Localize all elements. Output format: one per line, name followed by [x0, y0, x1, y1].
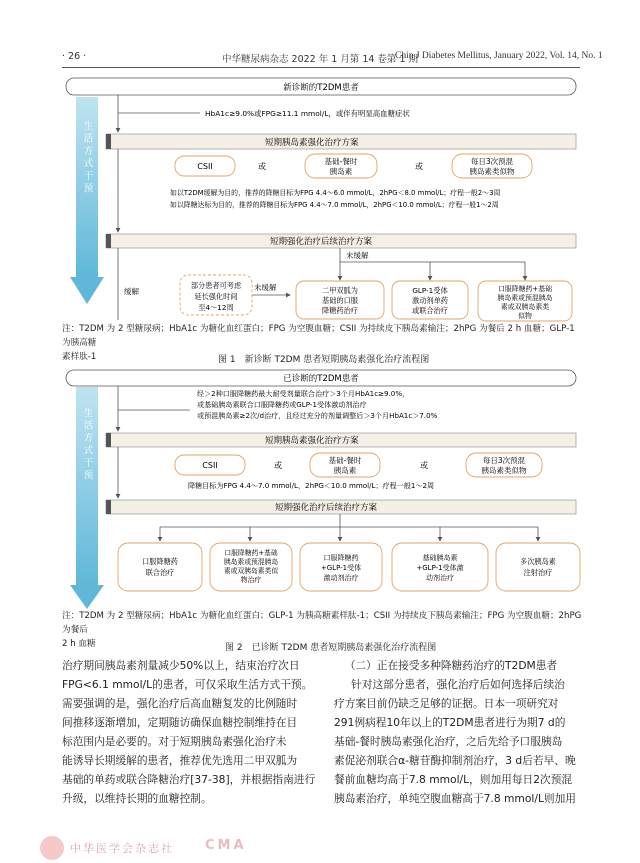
section-heading: （二）正在接受多种降糖药治疗的T2DM患者	[344, 659, 558, 672]
fig1-outcome-extend-l3: 至4～12周	[198, 303, 234, 312]
fig1-option-premix-l1: 每日3次预混	[470, 157, 514, 166]
fig2-outcome-oral-insulin-l4: 物治疗	[240, 576, 262, 584]
fig2-outcome-oral-insulin-l2: 胰岛素或预混胰岛	[223, 558, 279, 566]
fig1-section-title: 短期胰岛素强化治疗方案	[265, 138, 359, 148]
body-left-line: 需要强调的是，强化治疗后高血糖复发的比例随时	[62, 697, 298, 710]
fig2-outcome-oral-insulin-l1: 口服降糖药+基础	[224, 549, 278, 557]
fig2-or-2: 或	[420, 461, 428, 470]
fig1-outcome-metformin-l1: 二甲双胍为	[322, 286, 358, 295]
body-right-line: 胰岛素治疗，单纯空腹血糖高于7.8 mmol/L则加用	[334, 792, 576, 805]
lifestyle-sidebar-label: 生活方式干预	[81, 120, 93, 196]
journal-title-cn: 中华糖尿病杂志 2022 年 1 月第 14 卷第 1 期	[222, 54, 419, 65]
fig2-outcome-oral-glp1-l3: 激动剂治疗	[323, 574, 359, 582]
page-number: · 26 ·	[62, 51, 87, 62]
fig2-followup-marker	[106, 500, 111, 514]
fig2-outcome-oral-l1: 口服降糖药	[142, 557, 178, 566]
fig2-note-line-1: 注：T2DM 为 2 型糖尿病；HbA1c 为糖化血红蛋白；GLP-1 为胰高糖素样肽-1；CSII 为持续皮下胰岛素输注；FPG 为空腹血糖；2hPG 为餐后	[62, 611, 582, 635]
fig1-outcome-extend-l2: 延长强化时间	[194, 292, 238, 301]
fig1-remission-label: 缓解	[124, 287, 139, 296]
fig2-criteria-line-1: 经＞2种口服降糖药最大耐受剂量联合治疗＞3个月HbA1c≥9.0%，	[197, 389, 410, 398]
fig1-followup-title: 短期强化治疗后续治疗方案	[270, 237, 373, 247]
fig2-outcome-basal-glp1-l2: +GLP-1受体激	[416, 564, 464, 572]
body-right-line: 针对这部分患者，强化治疗后如何选择后续治	[351, 678, 565, 691]
fig1-top-box-label: 新诊断的T2DM患者	[283, 83, 359, 93]
fig1-outcome-oral-insulin-l2: 胰岛素或预混胰岛	[497, 294, 553, 302]
fig2-option-premix-l1: 每日3次预混	[482, 456, 526, 465]
fig1-section-marker	[106, 134, 111, 149]
body-right-line: 291例病程10年以上的T2DM患者进行为期7 d的	[334, 716, 566, 729]
body-right-line: 素促泌剂联合α-糖苷酶抑制剂治疗，3 d后若早、晚	[334, 754, 576, 767]
fig2-outcome-mdi	[496, 543, 580, 591]
fig1-option-basal-bolus-l2: 胰岛素	[329, 167, 353, 176]
fig2-outcome-oral-insulin-l3: 素或双胰岛素类似	[223, 567, 279, 575]
fig1-outcome-glp1-l2: 激动剂单药	[412, 296, 448, 305]
fig1-outcome-oral-insulin-l3: 素或双胰岛素类	[500, 303, 550, 311]
fig1-option-basal-bolus-l1: 基础-餐时	[324, 157, 358, 166]
fig2-criteria-line-3: 或预混胰岛素≥2次/d治疗，且经过充分的剂量调整后＞3个月HbA1c＞7.0%	[197, 411, 438, 420]
body-right-line: 餐前血糖均高于7.8 mmol/L，则加用每日2次预混	[334, 773, 573, 786]
body-left-line: 间推移逐渐增加，定期随访确保血糖控制维持在目	[62, 716, 298, 729]
fig1-note-line-1: 注：T2DM 为 2 型糖尿病；HbA1c 为糖化血红蛋白；FPG 为空腹血糖；CSII 为持续皮下胰岛素输注；2hPG 为餐后 2 h 血糖；GLP-1 为胰高糖	[62, 324, 575, 348]
fig1-outcome-glp1-l1: GLP-1受体	[412, 286, 448, 295]
fig2-section-title: 短期胰岛素强化治疗方案	[265, 436, 359, 446]
fig2-target-line: 降糖目标为FPG 4.4～7.0 mmol/L，2hPG＜10.0 mmol/L；疗程一般1～2周	[188, 481, 435, 490]
body-left-column	[62, 656, 322, 808]
fig2-caption: 图 2 已诊断 T2DM 患者短期胰岛素强化治疗流程图	[225, 643, 437, 653]
fig2-outcome-oral-glp1-l2: +GLP-1受体	[320, 564, 362, 572]
fig1-outcome-metformin-l3: 降糖药治疗	[322, 306, 358, 315]
fig1-option-csii-label: CSII	[197, 162, 213, 171]
body-left-line: 标范围内是必要的。对于短期胰岛素强化治疗未	[62, 735, 287, 748]
fig2-option-csii-label: CSII	[202, 461, 218, 470]
fig1-outcome-oral-insulin-l1: 口服降糖药+基础	[497, 285, 553, 293]
fig1-followup-marker	[106, 234, 111, 248]
lifestyle-sidebar-arrowhead-2	[70, 585, 104, 609]
body-left-line: 基础的单药或联合降糖治疗[37-38]，并根据指南进行	[62, 773, 316, 786]
fig2-top-box-label: 已诊断的T2DM患者	[283, 374, 359, 384]
fig1-option-premix-l2: 胰岛素类似物	[469, 167, 515, 176]
fig1-or-2: 或	[415, 162, 423, 171]
fig2-outcome-oral-l2: 联合治疗	[145, 568, 175, 577]
fig2-option-premix-l2: 胰岛素类似物	[481, 466, 527, 475]
fig2-outcome-basal-glp1-l3: 动剂治疗	[426, 574, 454, 582]
body-left-line: 治疗期间胰岛素剂量减少50%以上，结束治疗次日	[62, 659, 300, 672]
fig2-outcome-basal-glp1-l1: 基础胰岛素	[422, 554, 458, 562]
fig2-option-basal-bolus-l2: 胰岛素	[333, 466, 357, 475]
fig2-note-line-2: 2 h 血糖	[62, 639, 96, 649]
figure-1-flowchart	[0, 0, 640, 330]
fig2-criteria-line-2: 或基础胰岛素联合口服降糖药或GLP-1受体激动剂治疗	[197, 400, 367, 409]
fig1-or-1: 或	[258, 162, 266, 171]
fig2-outcome-oral	[118, 543, 202, 591]
footer-publisher: 中华医学会杂志社	[70, 842, 174, 855]
fig1-target-line-1: 如以T2DM缓解为目的，推荐的降糖目标为FPG 4.4～6.0 mmol/L，2hPG＜8.0 mmol/L；疗程一般2～3周	[170, 189, 501, 197]
body-left-line: 能诱导长期缓解的患者，推荐优先选用二甲双胍为	[62, 754, 298, 767]
journal-title-en: Chin J Diabetes Mellitus, January 2022, Vol. 14, No. 1	[395, 51, 603, 61]
fig1-not-remission-label: 未缓解	[346, 251, 369, 260]
footer-mark: CMA	[205, 838, 247, 853]
fig1-outcome-oral-insulin-l4: 似物	[518, 312, 532, 320]
fig2-section-marker	[106, 433, 111, 447]
figure-2-flowchart	[0, 365, 640, 620]
fig2-option-basal-bolus-l1: 基础-餐时	[328, 456, 362, 465]
fig1-outcome-metformin-l2: 基础的口服	[322, 296, 358, 305]
fig2-outcome-mdi-l1: 多次胰岛素	[520, 557, 556, 566]
fig1-target-line-2: 如以降糖达标为目的，推荐的降糖目标为FPG 4.4～7.0 mmol/L，2hPG＜10.0 mmol/L；疗程一般1～2周	[170, 201, 499, 209]
fig2-or-1: 或	[274, 461, 282, 470]
fig1-caption: 图 1 新诊断 T2DM 患者短期胰岛素强化治疗流程图	[218, 355, 430, 365]
fig2-followup-title: 短期强化治疗后续治疗方案	[275, 503, 378, 513]
body-right-line: 基础-餐时胰岛素强化治疗，之后先给予口服胰岛	[334, 735, 563, 748]
fig2-outcome-mdi-l2: 注射治疗	[523, 568, 553, 577]
fig1-note-line-2: 素样肽-1	[62, 352, 97, 362]
fig1-not-remission-label-2: 未缓解	[254, 283, 277, 292]
fig2-outcome-oral-glp1-l1: 口服降糖药	[323, 554, 359, 562]
lifestyle-sidebar-arrowhead	[70, 277, 104, 304]
fig1-outcome-glp1-l3: 或联合治疗	[412, 306, 448, 315]
publisher-logo-icon	[40, 836, 64, 860]
fig1-outcome-extend-l1: 部分患者可考虑	[190, 281, 242, 290]
body-right-line: 疗方案目前仍缺乏足够的证据。日本一项研究对	[334, 697, 559, 710]
body-right-column	[334, 656, 584, 808]
body-left-line: FPG<6.1 mmol/L的患者，可仅采取生活方式干预。	[62, 678, 313, 691]
body-left-line: 升级，以维持长期的血糖控制。	[62, 792, 212, 805]
fig1-criteria: HbA1c≥9.0%或FPG≥11.1 mmol/L，或伴有明显高血糖症状	[205, 109, 410, 118]
lifestyle-sidebar-label-2: 生活方式干预	[81, 407, 93, 483]
